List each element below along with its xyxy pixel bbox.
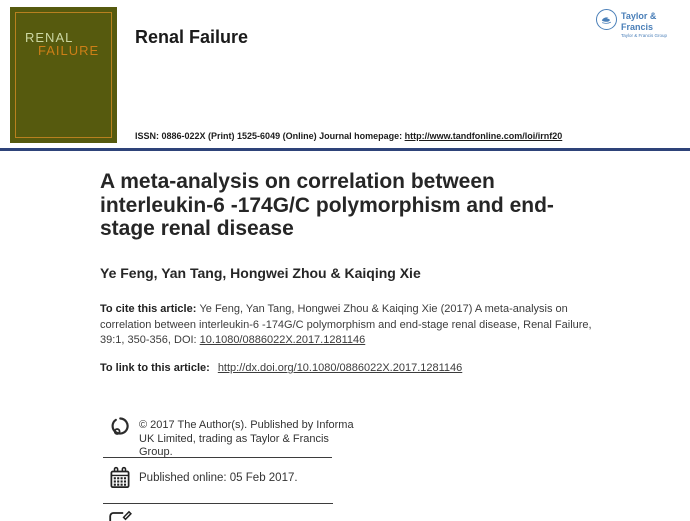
publisher-name: Taylor & Francis bbox=[621, 11, 657, 32]
cover-title-line1: RENAL bbox=[25, 30, 74, 45]
divider bbox=[103, 503, 333, 504]
cover-title-line2: FAILURE bbox=[38, 43, 100, 58]
article-authors: Ye Feng, Yan Tang, Hongwei Zhou & Kaiqing Xie bbox=[100, 265, 421, 281]
open-access-lock-icon bbox=[109, 415, 129, 446]
journal-homepage-link[interactable]: http://www.tandfonline.com/loi/irnf20 bbox=[404, 131, 563, 141]
header-divider-rule bbox=[0, 148, 690, 151]
divider bbox=[103, 457, 332, 458]
link-label: To link to this article: bbox=[100, 362, 210, 374]
copyright-statement: © 2017 The Author(s). Published by Informa UK Limited, trading as Taylor & Francis Group. bbox=[139, 419, 354, 458]
published-online-date: Published online: 05 Feb 2017. bbox=[139, 472, 298, 484]
submit-article-icon bbox=[109, 509, 132, 521]
article-link-line bbox=[100, 362, 462, 374]
citation-paragraph bbox=[100, 302, 607, 349]
publisher-logo bbox=[596, 9, 690, 38]
taylor-francis-bird-icon bbox=[596, 9, 617, 30]
article-title: A meta-analysis on correlation between interleukin-6 -174G/C polymorphism and end-stage renal disease bbox=[100, 170, 554, 240]
publisher-group-name: Taylor & Francis Group bbox=[621, 33, 668, 38]
journal-name: Renal Failure bbox=[135, 27, 249, 47]
publisher-logo-text bbox=[621, 9, 690, 38]
issn-text: ISSN: 0886-022X (Print) 1525-6049 (Online) Journal homepage: bbox=[135, 131, 405, 141]
calendar-icon bbox=[109, 466, 131, 494]
cite-text: Ye Feng, Yan Tang, Hongwei Zhou & Kaiqing Xie (2017) A meta-analysis on correlation between interleukin-6 -174G/C polymorphism and end-stage renal disease, Renal Failure, 39:1, 350-356, DOI: bbox=[100, 303, 592, 346]
article-doi-link[interactable]: http://dx.doi.org/10.1080/0886022X.2017.1281146 bbox=[217, 362, 463, 374]
citation-doi-link[interactable]: 10.1080/0886022X.2017.1281146 bbox=[199, 334, 366, 346]
journal-cover-image bbox=[10, 7, 117, 143]
cite-label: To cite this article: bbox=[100, 303, 200, 315]
issn-line bbox=[135, 131, 562, 141]
